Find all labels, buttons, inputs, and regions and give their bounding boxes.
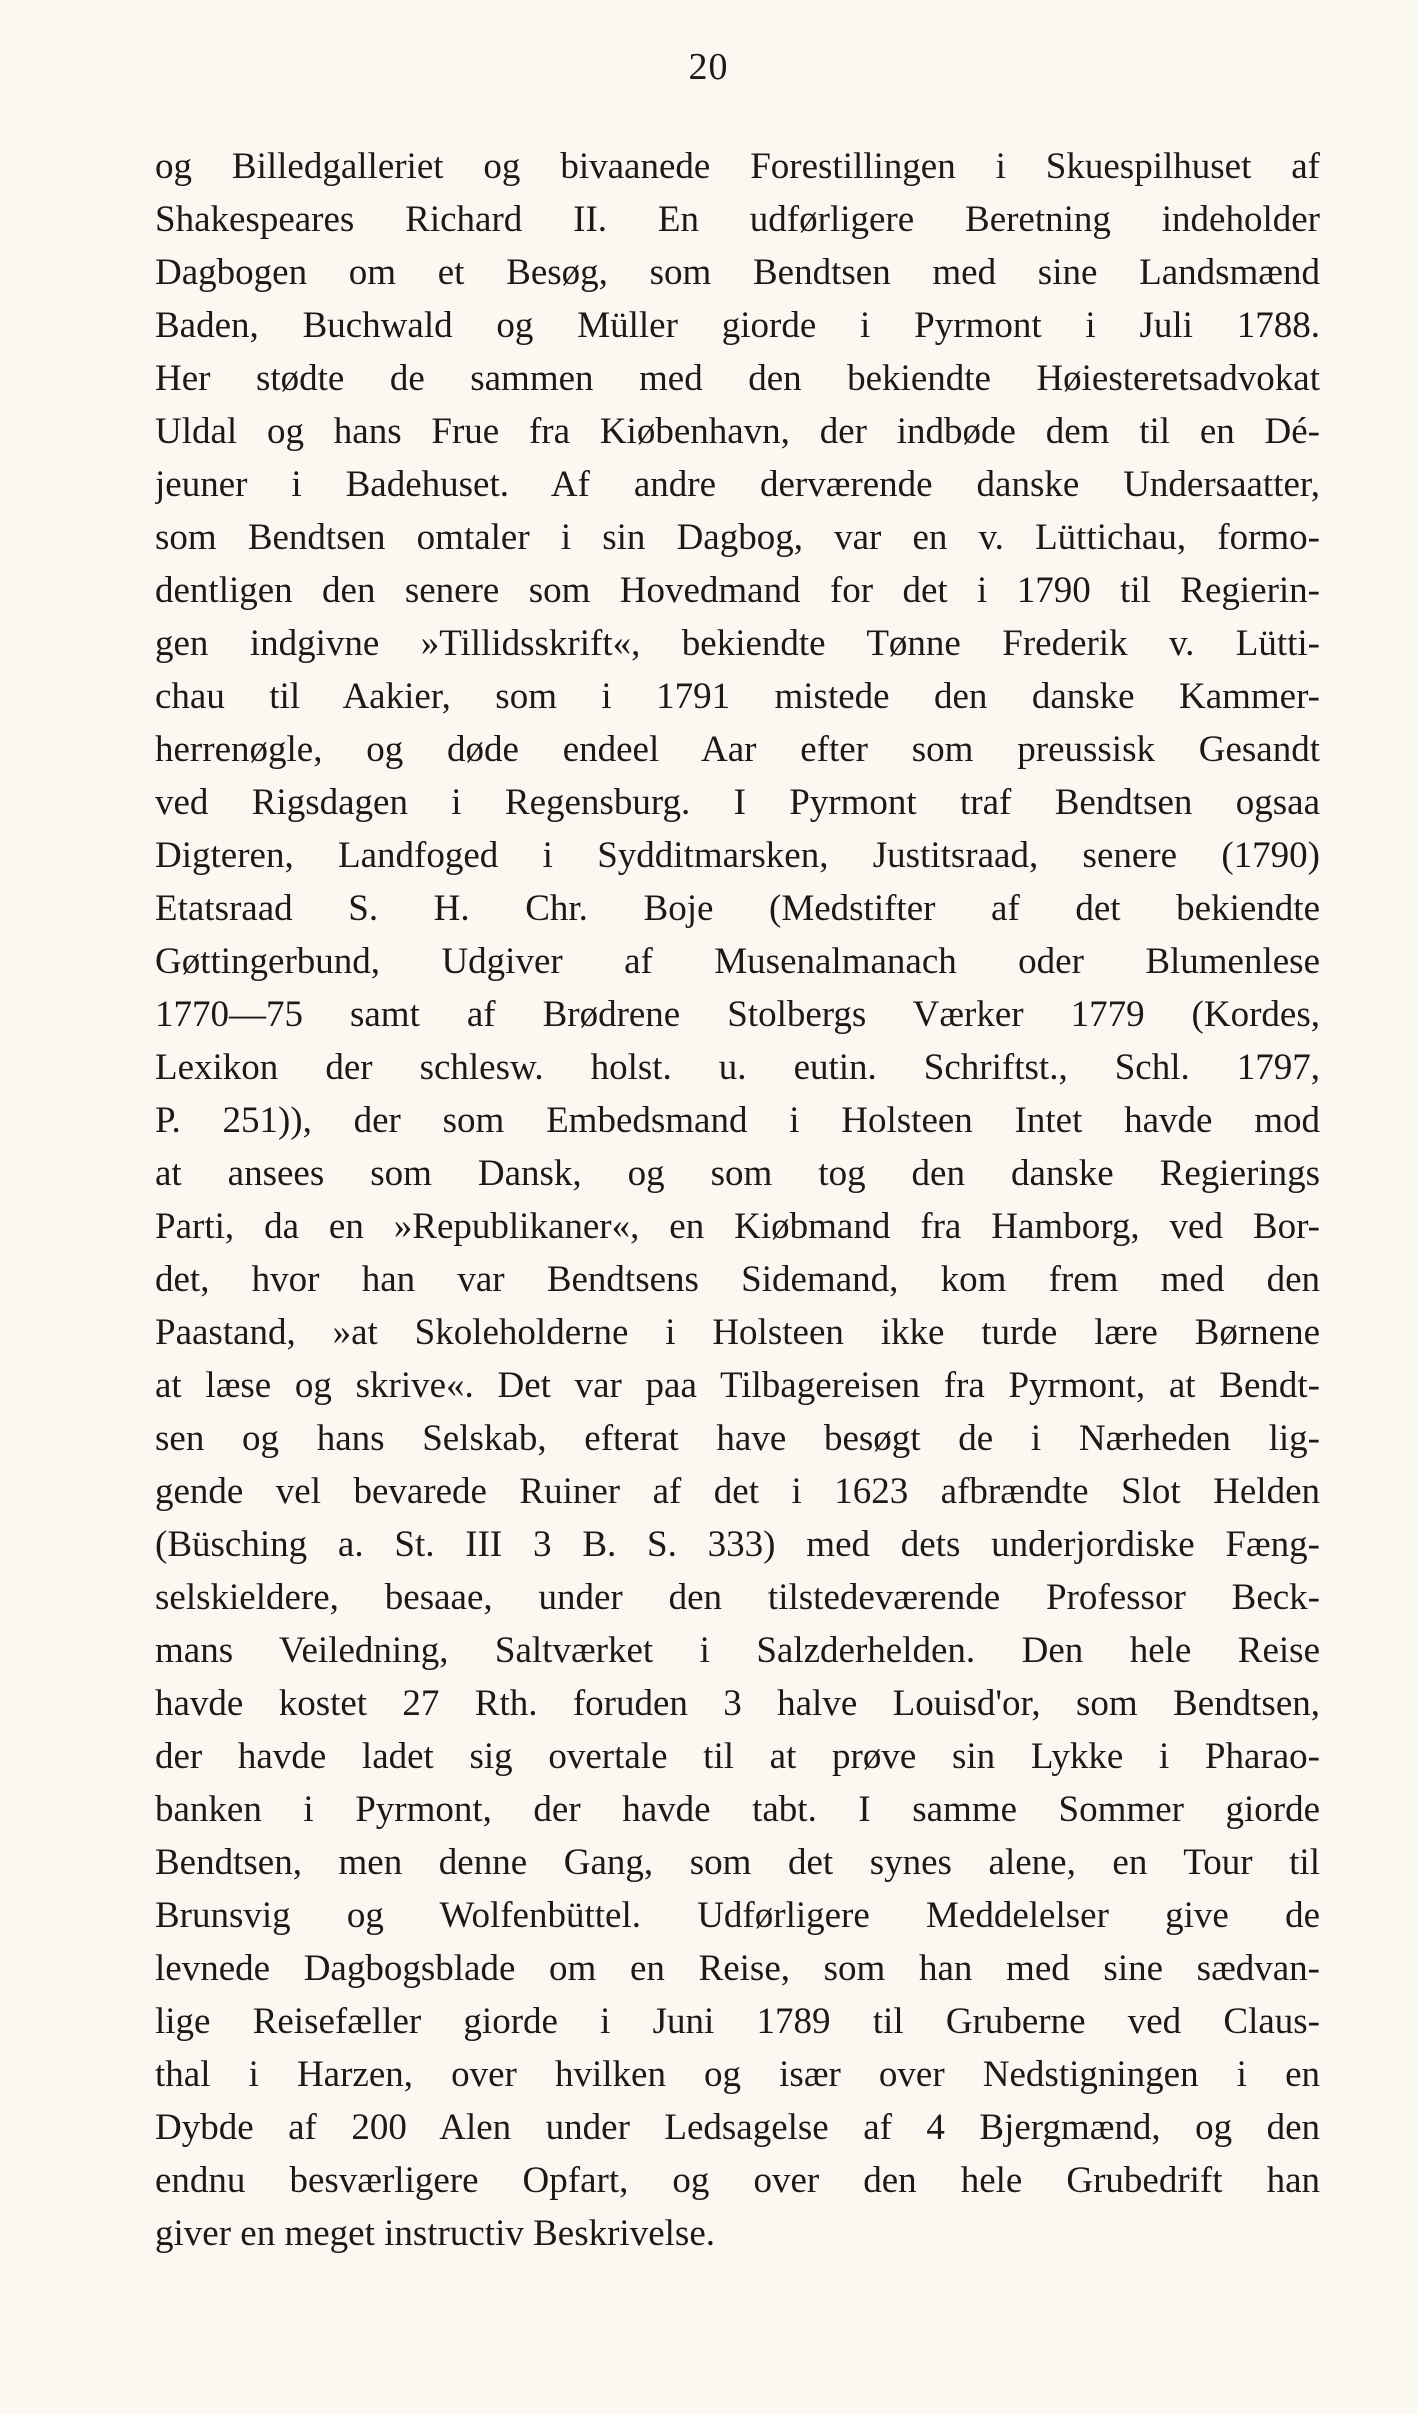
text-line: gen indgivne »Tillidsskrift«, bekiendte Tønne Frederik v. Lütti-	[155, 623, 1320, 664]
text-line: lige Reisefæller giorde i Juni 1789 til Gruberne ved Claus-	[155, 2001, 1320, 2042]
text-line: ved Rigsdagen i Regensburg. I Pyrmont traf Bendtsen ogsaa	[155, 782, 1320, 823]
text-line: dentligen den senere som Hovedmand for det i 1790 til Regierin-	[155, 570, 1320, 611]
text-line: Digteren, Landfoged i Sydditmarsken, Justitsraad, senere (1790)	[155, 835, 1320, 876]
text-line: herrenøgle, og døde endeel Aar efter som preussisk Gesandt	[155, 729, 1320, 770]
text-line: der havde ladet sig overtale til at prøve sin Lykke i Pharao-	[155, 1736, 1320, 1777]
text-line: som Bendtsen omtaler i sin Dagbog, var en v. Lüttichau, formo-	[155, 517, 1320, 558]
text-line: havde kostet 27 Rth. foruden 3 halve Louisd'or, som Bendtsen,	[155, 1683, 1320, 1724]
text-line: Dybde af 200 Alen under Ledsagelse af 4 Bjergmænd, og den	[155, 2107, 1320, 2148]
page-number: 20	[688, 46, 729, 88]
text-line: selskieldere, besaae, under den tilstedeværende Professor Beck-	[155, 1577, 1320, 1618]
text-line: P. 251)), der som Embedsmand i Holsteen Intet havde mod	[155, 1100, 1320, 1141]
text-line: chau til Aakier, som i 1791 mistede den danske Kammer-	[155, 676, 1320, 717]
text-line: (Büsching a. St. III 3 B. S. 333) med dets underjordiske Fæng-	[155, 1524, 1320, 1565]
text-line: at læse og skrive«. Det var paa Tilbagereisen fra Pyrmont, at Bendt-	[155, 1365, 1320, 1406]
text-line: 1770—75 samt af Brødrene Stolbergs Værker 1779 (Kordes,	[155, 994, 1320, 1035]
text-line: Parti, da en »Republikaner«, en Kiøbmand fra Hamborg, ved Bor-	[155, 1206, 1320, 1247]
text-line: Baden, Buchwald og Müller giorde i Pyrmont i Juli 1788.	[155, 305, 1320, 346]
text-line: Lexikon der schlesw. holst. u. eutin. Schriftst., Schl. 1797,	[155, 1047, 1320, 1088]
text-line: Paastand, »at Skoleholderne i Holsteen ikke turde lære Børnene	[155, 1312, 1320, 1353]
text-line: gende vel bevarede Ruiner af det i 1623 afbrændte Slot Helden	[155, 1471, 1320, 1512]
text-line: endnu besværligere Opfart, og over den hele Grubedrift han	[155, 2160, 1320, 2201]
text-line: Bendtsen, men denne Gang, som det synes alene, en Tour til	[155, 1842, 1320, 1883]
text-line: mans Veiledning, Saltværket i Salzderhelden. Den hele Reise	[155, 1630, 1320, 1671]
text-line: Her stødte de sammen med den bekiendte Høiesteretsadvokat	[155, 358, 1320, 399]
text-line: Uldal og hans Frue fra Kiøbenhavn, der indbøde dem til en Dé-	[155, 411, 1320, 452]
text-line: jeuner i Badehuset. Af andre derværende danske Undersaatter,	[155, 464, 1320, 505]
text-line: Dagbogen om et Besøg, som Bendtsen med sine Landsmænd	[155, 252, 1320, 293]
text-line: thal i Harzen, over hvilken og især over Nedstigningen i en	[155, 2054, 1320, 2095]
body-text	[155, 140, 1320, 2260]
text-line: levnede Dagbogsblade om en Reise, som han med sine sædvan-	[155, 1948, 1320, 1989]
text-line: og Billedgalleriet og bivaanede Forestillingen i Skuespilhuset af	[155, 146, 1320, 187]
text-line-last: giver en meget instructiv Beskrivelse.	[155, 2213, 715, 2254]
text-line: at ansees som Dansk, og som tog den danske Regierings	[155, 1153, 1320, 1194]
text-line: Etatsraad S. H. Chr. Boje (Medstifter af det bekiendte	[155, 888, 1320, 929]
text-line: det, hvor han var Bendtsens Sidemand, kom frem med den	[155, 1259, 1320, 1300]
text-line: Gøttingerbund, Udgiver af Musenalmanach oder Blumenlese	[155, 941, 1320, 982]
text-line: banken i Pyrmont, der havde tabt. I samme Sommer giorde	[155, 1789, 1320, 1830]
text-line: Brunsvig og Wolfenbüttel. Udførligere Meddelelser give de	[155, 1895, 1320, 1936]
text-line: sen og hans Selskab, efterat have besøgt de i Nærheden lig-	[155, 1418, 1320, 1459]
text-line: Shakespeares Richard II. En udførligere Beretning indeholder	[155, 199, 1320, 240]
